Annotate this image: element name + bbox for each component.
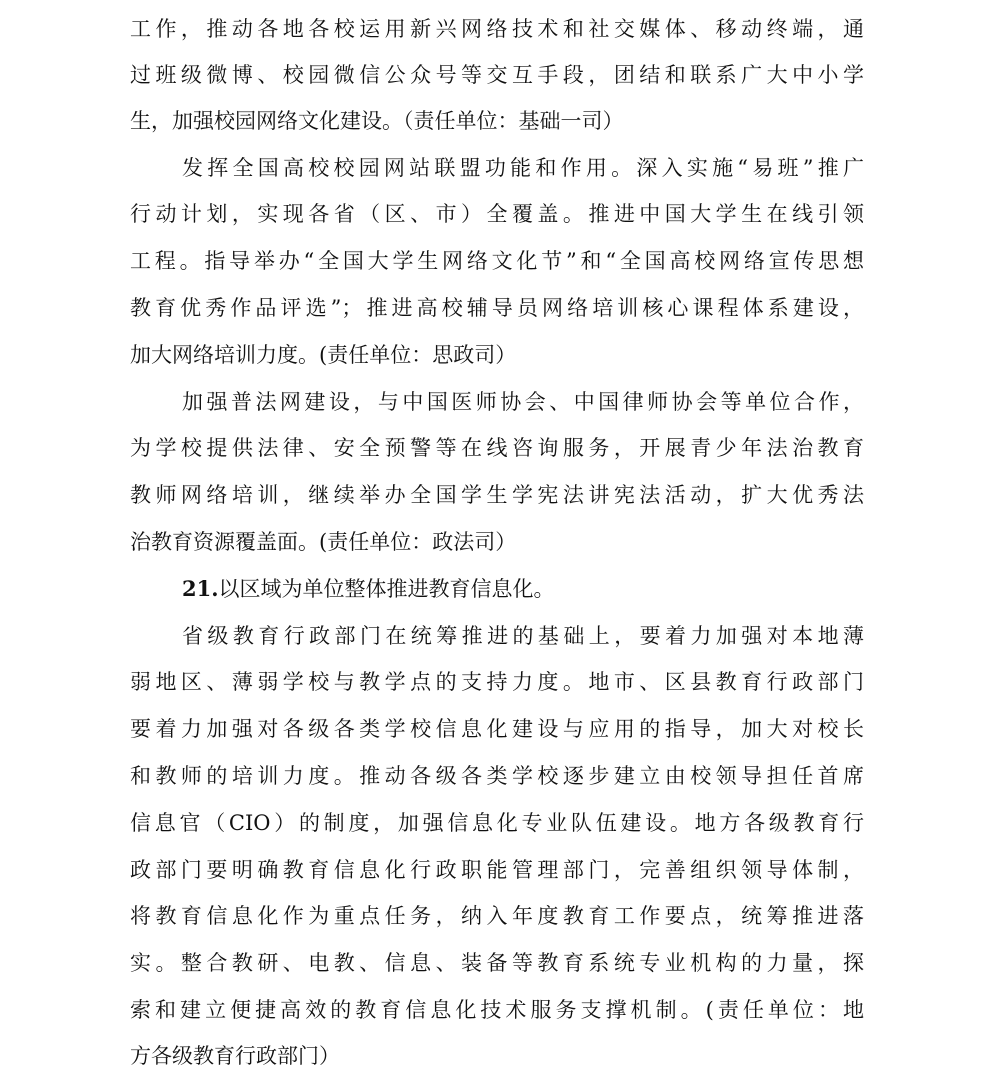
- paragraph-line: 弱地区、薄弱学校与教学点的支持力度。地市、区县教育行政部门: [130, 670, 864, 694]
- section-title: 以区域为单位整体推进教育信息化。: [218, 577, 555, 601]
- paragraph-line: 实。整合教研、电教、信息、装备等教育系统专业机构的力量，探: [130, 951, 864, 975]
- paragraph-line: 过班级微博、校园微信公众号等交互手段，团结和联系广大中小学: [130, 63, 864, 87]
- section-heading-21: [182, 574, 864, 604]
- paragraph-line: 工程。指导举办“全国大学生网络文化节”和“全国高校网络宣传思想: [130, 249, 864, 273]
- section-number: 21.: [182, 576, 219, 601]
- paragraph-line: 索和建立便捷高效的教育信息化技术服务支撑机制。(责任单位：地: [130, 998, 864, 1022]
- paragraph-line: 为学校提供法律、安全预警等在线咨询服务，开展青少年法治教育: [130, 436, 864, 460]
- paragraph-line: 省级教育行政部门在统筹推进的基础上，要着力加强对本地薄: [182, 624, 864, 648]
- paragraph-line: 将教育信息化作为重点任务，纳入年度教育工作要点，统筹推进落: [130, 904, 864, 928]
- paragraph-line: 教育优秀作品评选”；推进高校辅导员网络培训核心课程体系建设，: [130, 296, 864, 320]
- paragraph-line: 行动计划，实现各省（区、市）全覆盖。推进中国大学生在线引领: [130, 202, 864, 226]
- paragraph-line: 发挥全国高校校园网站联盟功能和作用。深入实施“易班”推广: [182, 156, 864, 180]
- paragraph-line: 和教师的培训力度。推动各级各类学校逐步建立由校领导担任首席: [130, 764, 864, 788]
- paragraph-line: 加强普法网建设，与中国医师协会、中国律师协会等单位合作，: [182, 390, 864, 414]
- paragraph-line: 政部门要明确教育信息化行政职能管理部门，完善组织领导体制，: [130, 858, 864, 882]
- paragraph-line: 生，加强校园网络文化建设。（责任单位：基础一司）: [130, 109, 624, 133]
- paragraph-line: 方各级教育行政部门）: [130, 1044, 340, 1068]
- paragraph-line: 教师网络培训，继续举办全国学生学宪法讲宪法活动，扩大优秀法: [130, 483, 864, 507]
- paragraph-line: 信息官（CIO）的制度，加强信息化专业队伍建设。地方各级教育行: [130, 811, 864, 835]
- paragraph-line: 工作，推动各地各校运用新兴网络技术和社交媒体、移动终端，通: [130, 17, 864, 41]
- paragraph-line: 要着力加强对各级各类学校信息化建设与应用的指导，加大对校长: [130, 717, 864, 741]
- paragraph-line: 治教育资源覆盖面。(责任单位：政法司）: [130, 530, 517, 554]
- paragraph-line: 加大网络培训力度。(责任单位：思政司）: [130, 343, 517, 367]
